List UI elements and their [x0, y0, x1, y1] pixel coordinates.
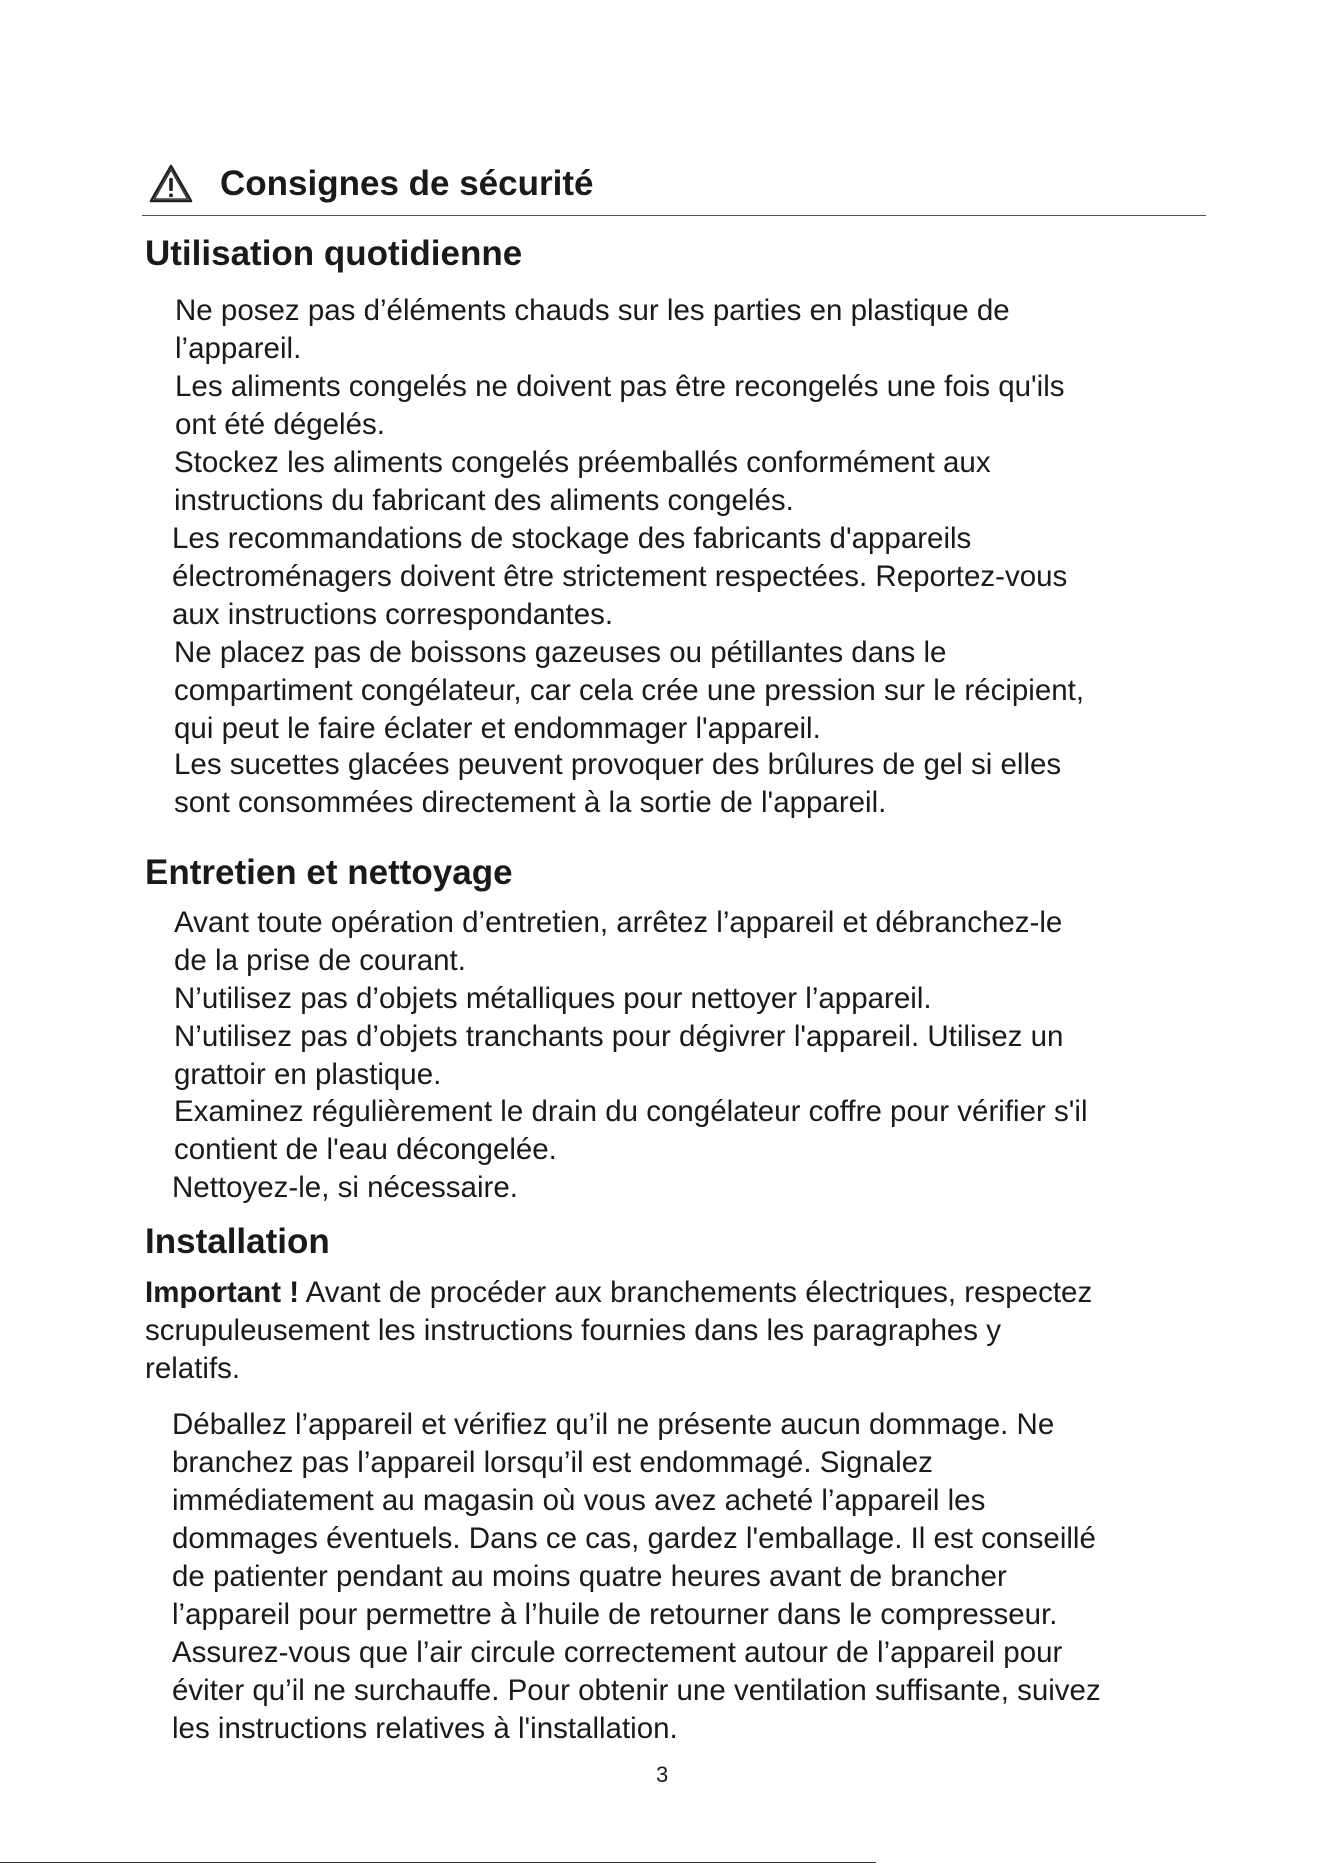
text-line: Nettoyez-le, si nécessaire. — [172, 1171, 518, 1204]
text-line: Déballez l’appareil et vérifiez qu’il ne présente aucun dommage. Ne — [172, 1408, 1055, 1441]
text-line: compartiment congélateur, car cela crée une pression sur le récipient, — [174, 674, 1085, 707]
section-header — [142, 163, 1206, 216]
text-line: Ne posez pas d’éléments chauds sur les parties en plastique de — [175, 294, 1010, 327]
footer-divider — [0, 1862, 876, 1863]
section-title-maintenance: Entretien et nettoyage — [145, 853, 513, 892]
text-line: relatifs. — [145, 1352, 241, 1385]
text-line: sont consommées directement à la sortie de l'appareil. — [174, 786, 887, 819]
text-line: aux instructions correspondantes. — [172, 598, 614, 631]
section-title-daily-use: Utilisation quotidienne — [145, 234, 523, 273]
text-line: de patienter pendant au moins quatre heures avant de brancher — [172, 1560, 1007, 1593]
text-line: l’appareil. — [175, 332, 302, 365]
text-line: de la prise de courant. — [174, 944, 466, 977]
text-line: N’utilisez pas d’objets tranchants pour dégivrer l'appareil. Utilisez un — [174, 1020, 1064, 1053]
important-label: Important ! — [145, 1276, 300, 1309]
text-line: éviter qu’il ne surchauffe. Pour obtenir une ventilation suffisante, suivez — [172, 1674, 1101, 1707]
text-line: branchez pas l’appareil lorsqu’il est endommagé. Signalez — [172, 1446, 933, 1479]
text-line: ont été dégelés. — [175, 408, 385, 441]
text-line: l’appareil pour permettre à l’huile de retourner dans le compresseur. — [172, 1598, 1058, 1631]
text-line: grattoir en plastique. — [174, 1058, 442, 1091]
text-line: Les aliments congelés ne doivent pas être recongelés une fois qu'ils — [175, 370, 1065, 403]
page-number: 3 — [656, 1762, 669, 1787]
important-note-line — [145, 1274, 1092, 1312]
text-line: Avant toute opération d’entretien, arrêtez l’appareil et débranchez-le — [174, 906, 1063, 939]
text-line: N’utilisez pas d’objets métalliques pour nettoyer l’appareil. — [174, 982, 932, 1015]
text-line: qui peut le faire éclater et endommager l'appareil. — [174, 712, 821, 745]
warning-icon — [148, 163, 194, 205]
text-line: Assurez-vous que l’air circule correctement autour de l’appareil pour — [172, 1636, 1063, 1669]
text-line: Stockez les aliments congelés préemballés conformément aux — [174, 446, 991, 479]
important-text: Avant de procéder aux branchements électriques, respectez — [299, 1276, 1093, 1309]
text-line: instructions du fabricant des aliments congelés. — [174, 484, 794, 517]
text-line: électroménagers doivent être strictement respectées. Reportez-vous — [172, 560, 1068, 593]
text-line: Ne placez pas de boissons gazeuses ou pétillantes dans le — [174, 636, 947, 669]
text-line: Les recommandations de stockage des fabricants d'appareils — [172, 522, 972, 555]
page-title: Consignes de sécurité — [220, 164, 594, 203]
text-line: contient de l'eau décongelée. — [174, 1133, 557, 1166]
text-line: les instructions relatives à l'installation. — [172, 1712, 678, 1745]
text-line: dommages éventuels. Dans ce cas, gardez l'emballage. Il est conseillé — [172, 1522, 1096, 1555]
text-line: Examinez régulièrement le drain du congélateur coffre pour vérifier s'il — [174, 1095, 1088, 1128]
text-line: immédiatement au magasin où vous avez acheté l’appareil les — [172, 1484, 986, 1517]
text-line: Les sucettes glacées peuvent provoquer des brûlures de gel si elles — [174, 748, 1062, 781]
section-title-installation: Installation — [145, 1222, 330, 1261]
text-line: scrupuleusement les instructions fournies dans les paragraphes y — [145, 1314, 1001, 1347]
